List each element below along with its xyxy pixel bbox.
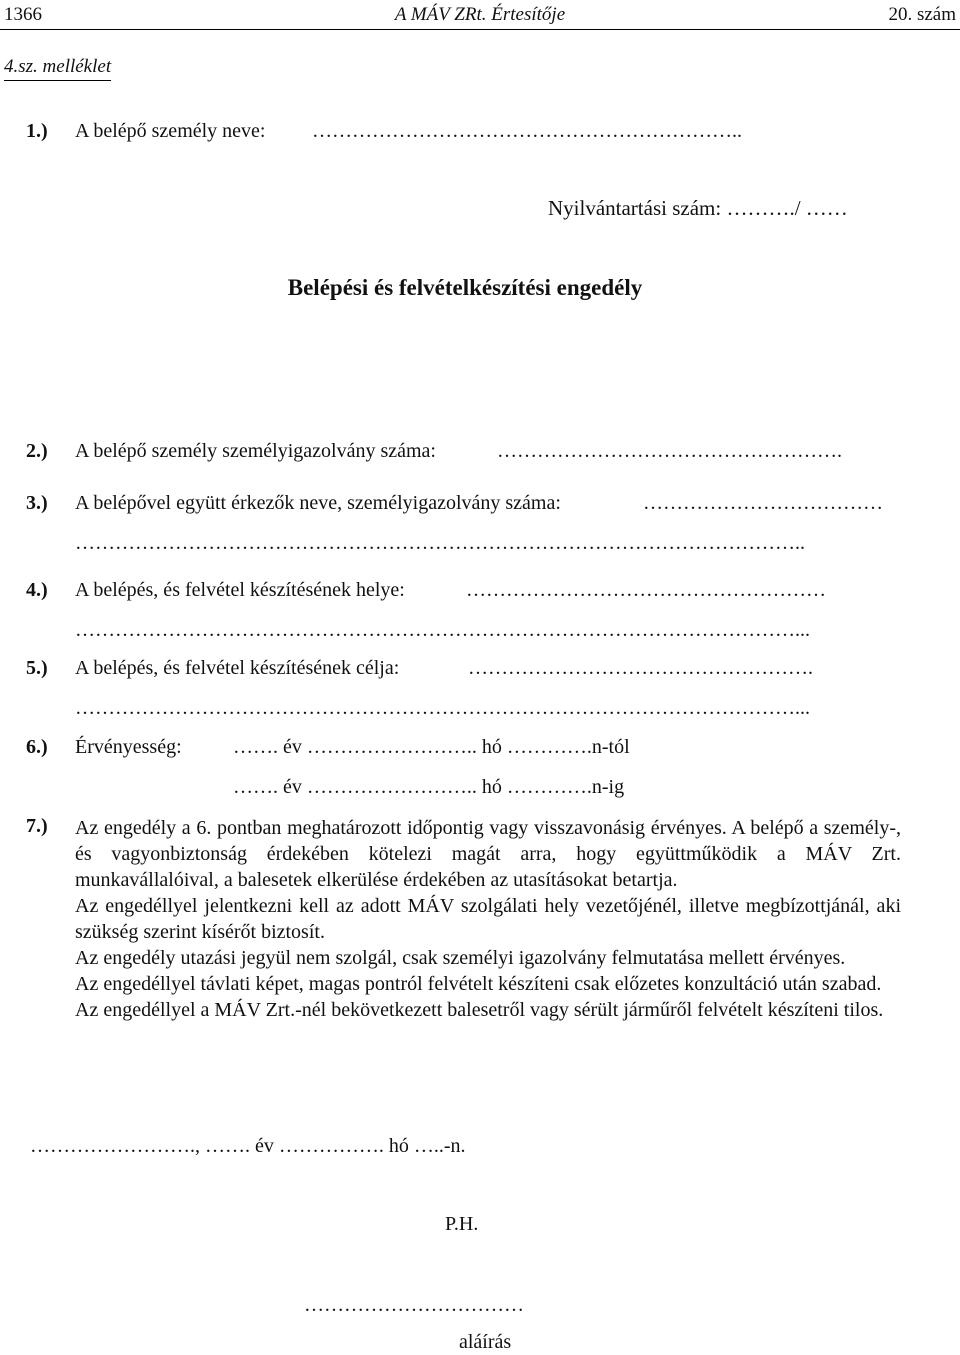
field-4-label: A belépés, és felvétel készítésének helye: xyxy=(75,579,405,601)
annex-label: 4.sz. melléklet xyxy=(4,56,111,81)
field-4-dots: ……………………………………………… xyxy=(466,579,826,601)
field-number: 1.) xyxy=(26,120,48,142)
field-1-dots: ……………………………………………………….. xyxy=(312,120,742,142)
field-5-number: 5.) xyxy=(26,657,48,679)
page-number: 1366 xyxy=(4,4,42,25)
item-7-paragraph: Az engedéllyel jelentkezni kell az adott MÁV szolgálati hely vezetőjénél, illetve megbízottjánál, aki szükség szerint kísérőt biztosít. xyxy=(75,895,901,943)
field-1-row xyxy=(26,120,48,143)
field-3-dots: ……………………………… xyxy=(643,492,883,514)
field-2-label: A belépő személy személyigazolvány száma: xyxy=(75,440,436,462)
field-5-dots: ……………………………………………. xyxy=(468,657,813,679)
field-3-dots-line2: ……………………………………………………………………………………………….. xyxy=(75,532,805,554)
header-rule xyxy=(0,29,960,30)
field-3-label: A belépővel együtt érkezők neve, személyigazolvány száma: xyxy=(75,492,561,514)
item-7-text xyxy=(75,815,901,1023)
validity-label: Érvényesség: xyxy=(75,736,182,758)
signature-label: aláírás xyxy=(459,1331,512,1353)
item-7-paragraph: Az engedéllyel távlati képet, magas pontról felvételt készíteni csak előzetes konzultáció után szabad. xyxy=(75,973,882,995)
field-3-number: 3.) xyxy=(26,492,48,514)
item-7-paragraph: Az engedély a 6. pontban meghatározott időpontig vagy visszavonásig érvényes. A belépő a személy-, és vagyonbiztonság érdekében kötelezi magát arra, hogy együttműködik a MÁV Zrt. munkavállalóival, a balesetek elkerülése érdekében az utasításokat betartja. xyxy=(75,817,901,891)
field-2-number: 2.) xyxy=(26,440,48,462)
item-7-number: 7.) xyxy=(26,815,48,837)
field-2-dots: ……………………………………………. xyxy=(497,440,842,462)
field-5-dots-line2: ………………………………………………………………………………………………... xyxy=(75,697,810,719)
registry-number: Nyilvántartási szám: ………./ …… xyxy=(548,196,848,220)
date-line: ……………………., ……. év ……………. hó …..-n. xyxy=(30,1135,466,1157)
item-7-paragraph: Az engedéllyel a MÁV Zrt.-nél bekövetkezett balesetről vagy sérült járműről felvételt készíteni tilos. xyxy=(75,999,884,1021)
signature-line: …………………………… xyxy=(304,1294,524,1316)
document-title: Belépési és felvételkészítési engedély xyxy=(287,275,643,300)
issue-number: 20. szám xyxy=(888,4,956,25)
publication-title: A MÁV ZRt. Értesítője xyxy=(394,4,566,25)
field-4-number: 4.) xyxy=(26,579,48,601)
validity-to: ……. év …………………….. hó ………….n-ig xyxy=(233,776,625,798)
stamp-label: P.H. xyxy=(445,1213,479,1235)
validity-number: 6.) xyxy=(26,736,48,758)
item-7-paragraph: Az engedély utazási jegyül nem szolgál, csak személyi igazolvány felmutatása mellett érvényes. xyxy=(75,947,846,969)
validity-from: ……. év …………………….. hó ………….n-tól xyxy=(233,736,630,758)
field-4-dots-line2: ………………………………………………………………………………………………... xyxy=(75,619,810,641)
field-1-label: A belépő személy neve: xyxy=(75,120,266,142)
field-5-label: A belépés, és felvétel készítésének célja: xyxy=(75,657,400,679)
